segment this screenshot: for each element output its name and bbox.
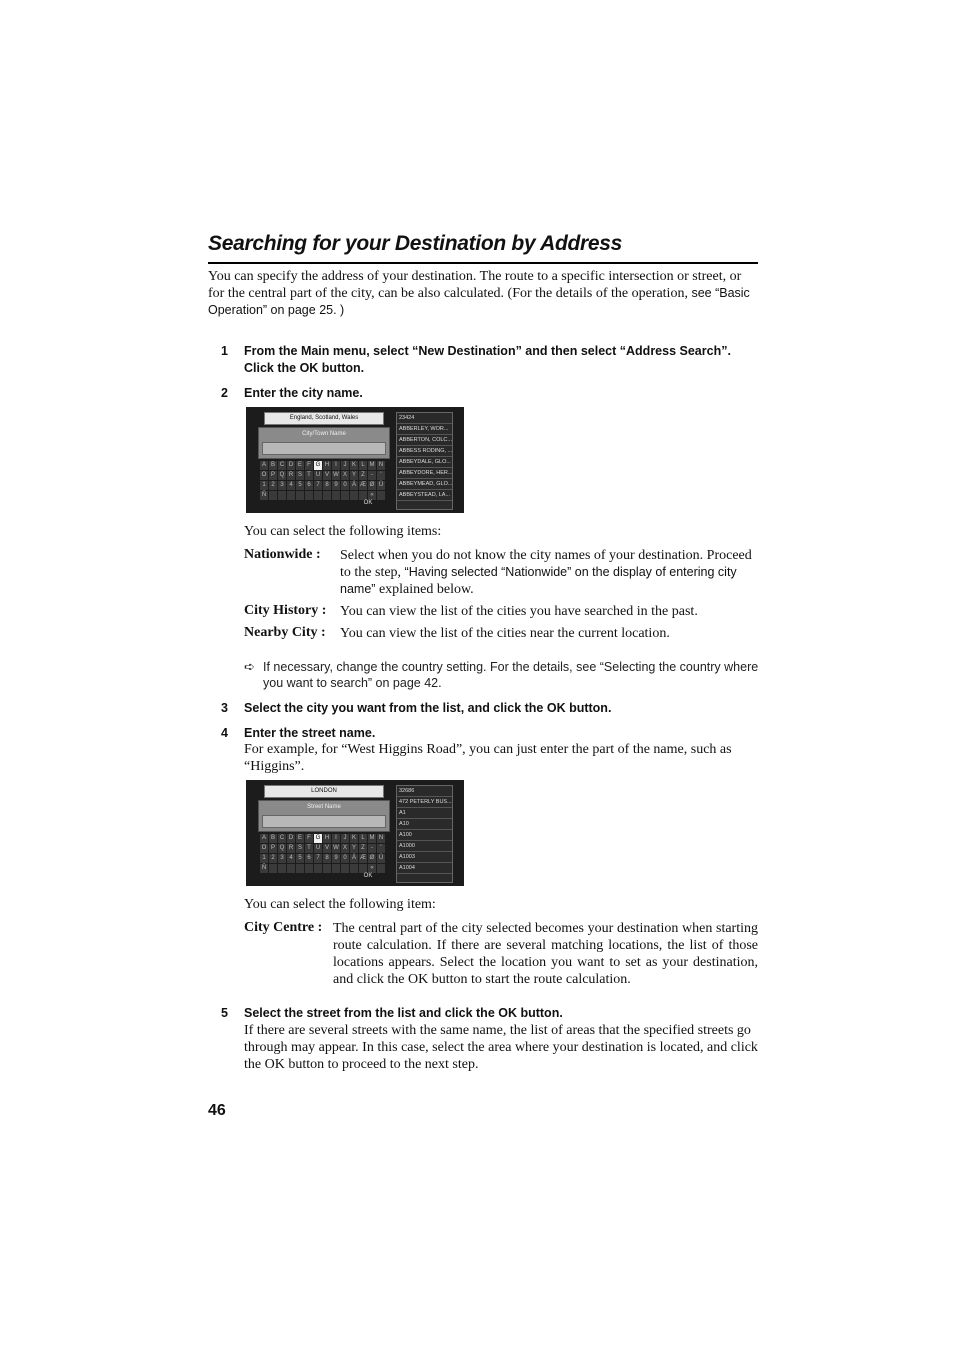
list-item: A1 (397, 808, 452, 819)
note-arrow-icon: ➪ (244, 659, 255, 674)
keyboard-row (260, 834, 388, 843)
list-item: ABBERLEY, WOR... (397, 424, 452, 435)
step-number: 3 (221, 701, 228, 715)
keyboard-key: Q (279, 472, 285, 478)
keyboard-key: Y (351, 845, 356, 851)
keyboard-key: Ä (351, 482, 356, 488)
keyboard-key (296, 491, 304, 500)
keyboard-key: 4 (287, 854, 295, 863)
country-bar: England, Scotland, Wales (264, 412, 384, 425)
keyboard-key: 5 (296, 481, 304, 490)
keyboard-key: Ä (351, 855, 356, 861)
keyboard (260, 461, 388, 501)
keyboard-key: 8 (323, 481, 331, 490)
list-item: 32686 (397, 786, 452, 797)
list-item: A10 (397, 819, 452, 830)
keyboard-key: 7 (314, 854, 322, 863)
keyboard-key: C (279, 462, 285, 468)
keyboard-key: V (324, 472, 329, 478)
intro-text: You can specify the address of your destination. The route to a specific intersection or street, or for the central part of the city, can be also calculated. (For the details of the operation, (208, 269, 742, 301)
keyboard-key: I (332, 461, 340, 470)
keyboard-key (287, 491, 295, 500)
def-reference: “Having selected “Nationwide” on the display of entering city name” (340, 565, 737, 596)
city-centre-term: City Centre : (244, 920, 323, 935)
item-term-nearby-city: Nearby City : (244, 625, 326, 640)
keyboard-key: M (369, 462, 375, 468)
title-rule (208, 262, 758, 264)
keyboard-key (269, 491, 277, 500)
keyboard-key: Ø (369, 482, 375, 488)
keyboard-key (341, 491, 349, 500)
keyboard-key: 1 (260, 481, 268, 490)
list-item: 23424 (397, 413, 452, 424)
page-title: Searching for your Destination by Address (208, 232, 623, 255)
step-5-body: If there are several streets with the same name, the list of areas that the specified streets go through may appear. In this case, select the area where your destination is located, and click the OK button to proceed to the next step. (244, 1023, 758, 1072)
keyboard-key: W (333, 472, 339, 478)
keyboard (260, 834, 388, 874)
step-4-body: For example, for “West Higgins Road”, you can just enter the part of the name, such as “Higgins”. (244, 742, 732, 774)
keyboard-key: I (332, 834, 340, 843)
step-text: From the Main menu, select “New Destination” and then select “Address Search”. Click the OK button. (244, 344, 731, 375)
keyboard-key: E (297, 835, 302, 841)
keyboard-key: ' (377, 844, 385, 853)
street-input (262, 815, 386, 828)
keyboard-key: Æ (360, 855, 366, 861)
def-text: Select when you do not know the city names of your destination. Proceed to the step, (340, 548, 752, 580)
keyboard-key: K (351, 835, 356, 841)
keyboard-key (323, 864, 331, 873)
select-item-intro: You can select the following item: (244, 897, 436, 912)
city-bar: LONDON (264, 785, 384, 798)
keyboard-key: B (270, 462, 275, 468)
keyboard-row (260, 461, 388, 470)
keyboard-key (314, 491, 322, 500)
list-item: A1003 (397, 852, 452, 863)
step-text: Enter the city name. (244, 386, 363, 400)
keyboard-key: X (342, 845, 347, 851)
keyboard-key: Æ (360, 482, 366, 488)
list-item: A1004 (397, 863, 452, 874)
keyboard-key: J (341, 461, 349, 470)
item-term-nationwide: Nationwide : (244, 547, 321, 562)
keyboard-key: A (261, 462, 266, 468)
keyboard-key: N (378, 462, 384, 468)
list-item: A1000 (397, 841, 452, 852)
keyboard-key: Ü (378, 482, 384, 488)
note-text-block (263, 659, 763, 691)
keyboard-key: 9 (332, 854, 340, 863)
keyboard-key (278, 491, 286, 500)
ok-button: OK (363, 873, 373, 879)
list-item: ABBESS RODING, ... (397, 446, 452, 457)
keyboard-key: C (279, 835, 285, 841)
step-number: 2 (221, 386, 228, 400)
keyboard-key: 6 (305, 854, 313, 863)
keyboard-key: 1 (260, 854, 268, 863)
select-items-intro: You can select the following items: (244, 524, 442, 539)
keyboard-key: N (378, 835, 384, 841)
keyboard-key: M (369, 835, 375, 841)
keyboard-key: L (359, 461, 367, 470)
keyboard-key: 0 (341, 854, 349, 863)
keyboard-key: « (368, 864, 376, 873)
street-entry-screenshot (246, 780, 464, 886)
keyboard-key: O (261, 845, 267, 851)
list-item: ABBEYMEAD, GLO... (397, 479, 452, 490)
keyboard-row (260, 844, 388, 853)
keyboard-key (305, 491, 313, 500)
street-field-box (258, 800, 390, 832)
intro-reference: see “Basic Operation” on page 25. ) (208, 286, 750, 317)
keyboard-key: P (270, 472, 275, 478)
def-tail: explained below. (378, 582, 474, 597)
list-item: ABBEYSTEAD, LA... (397, 490, 452, 501)
keyboard-key: B (270, 835, 275, 841)
keyboard-key: D (288, 462, 294, 468)
list-item: ABBEYDALE, GLO... (397, 457, 452, 468)
keyboard-key: 6 (305, 481, 313, 490)
keyboard-key: E (297, 462, 302, 468)
keyboard-key: V (324, 845, 329, 851)
keyboard-key: U (315, 845, 321, 851)
keyboard-key: T (305, 844, 313, 853)
keyboard-key: Z (359, 471, 367, 480)
keyboard-key: L (359, 834, 367, 843)
keyboard-key (350, 491, 358, 500)
list-item: 472 PETERLY BUS... (397, 797, 452, 808)
keyboard-key (269, 864, 277, 873)
keyboard-key: 2 (269, 854, 277, 863)
keyboard-key: R (288, 472, 294, 478)
keyboard-key: H (324, 835, 330, 841)
keyboard-key (377, 491, 385, 500)
keyboard-key: Y (351, 472, 356, 478)
keyboard-key: G (315, 835, 321, 841)
keyboard-key (278, 864, 286, 873)
city-list (396, 412, 453, 510)
keyboard-key: Ø (369, 855, 375, 861)
keyboard-key (296, 864, 304, 873)
keyboard-key (332, 491, 340, 500)
keyboard-key: W (333, 845, 339, 851)
item-term-city-history: City History : (244, 603, 327, 618)
ok-button: OK (363, 500, 373, 506)
keyboard-key: X (342, 472, 347, 478)
keyboard-key: 8 (323, 854, 331, 863)
keyboard-key (287, 864, 295, 873)
keyboard-row (260, 854, 388, 863)
keyboard-key: Q (279, 845, 285, 851)
keyboard-key: J (341, 834, 349, 843)
keyboard-key (350, 864, 358, 873)
keyboard-key: 2 (269, 481, 277, 490)
keyboard-key: 0 (341, 481, 349, 490)
keyboard-row (260, 481, 388, 490)
keyboard-key: O (261, 472, 267, 478)
keyboard-key: U (315, 472, 321, 478)
keyboard-key: H (324, 462, 330, 468)
keyboard-key: 7 (314, 481, 322, 490)
keyboard-key: ' (377, 471, 385, 480)
keyboard-key: 4 (287, 481, 295, 490)
keyboard-key: A (261, 835, 266, 841)
keyboard-key: Ñ (261, 492, 267, 498)
keyboard-key: R (288, 845, 294, 851)
note-reference: see “Selecting the country where you want to search” on page 42. (263, 660, 759, 690)
keyboard-key (314, 864, 322, 873)
keyboard-key: P (270, 845, 275, 851)
step-text: Select the street from the list and click the OK button. (244, 1006, 563, 1020)
keyboard-key: S (297, 845, 302, 851)
keyboard-key: Ü (378, 855, 384, 861)
keyboard-key: S (297, 472, 302, 478)
city-field-label: City/Town Name (302, 431, 346, 437)
step-text: Select the city you want from the list, and click the OK button. (244, 701, 612, 715)
keyboard-key: Z (359, 844, 367, 853)
keyboard-key: 9 (332, 481, 340, 490)
step-text: Enter the street name. (244, 726, 376, 740)
keyboard-key: 5 (296, 854, 304, 863)
keyboard-key: F (305, 834, 313, 843)
keyboard-key (341, 864, 349, 873)
note-text: If necessary, change the country setting. For the details, (263, 660, 573, 674)
step-number: 4 (221, 726, 228, 740)
page-number: 46 (208, 1102, 226, 1119)
city-field-box (258, 427, 390, 459)
street-field-label: Street Name (307, 804, 341, 810)
keyboard-key: - (368, 844, 376, 853)
list-item: ABBERTON, COLC... (397, 435, 452, 446)
city-entry-screenshot (246, 407, 464, 513)
item-def-city-history: You can view the list of the cities you have searched in the past. (340, 604, 698, 619)
keyboard-key: 3 (278, 854, 286, 863)
step-number: 5 (221, 1006, 228, 1020)
keyboard-key: T (305, 471, 313, 480)
keyboard-row (260, 471, 388, 480)
list-item: A100 (397, 830, 452, 841)
item-def-nearby-city: You can view the list of the cities near the current location. (340, 626, 670, 641)
keyboard-key: F (305, 461, 313, 470)
city-centre-def: The central part of the city selected becomes your destination when starting route calculation. If there are several matching locations, the list of those locations appears. Select the location you want to set as your destination, and click the OK button to start the route calculation. (333, 921, 758, 987)
keyboard-key: K (351, 462, 356, 468)
keyboard-key: G (315, 462, 321, 468)
intro-paragraph (208, 268, 760, 319)
keyboard-key: « (368, 491, 376, 500)
item-def-nationwide (340, 547, 760, 598)
keyboard-key: - (368, 471, 376, 480)
step-number: 1 (221, 344, 228, 358)
keyboard-key (332, 864, 340, 873)
keyboard-key: Ñ (261, 865, 267, 871)
keyboard-key: D (288, 835, 294, 841)
keyboard-key (323, 491, 331, 500)
keyboard-key (377, 864, 385, 873)
city-input (262, 442, 386, 455)
street-list (396, 785, 453, 883)
keyboard-key: 3 (278, 481, 286, 490)
list-item: ABBEYDORE, HER... (397, 468, 452, 479)
keyboard-key (305, 864, 313, 873)
